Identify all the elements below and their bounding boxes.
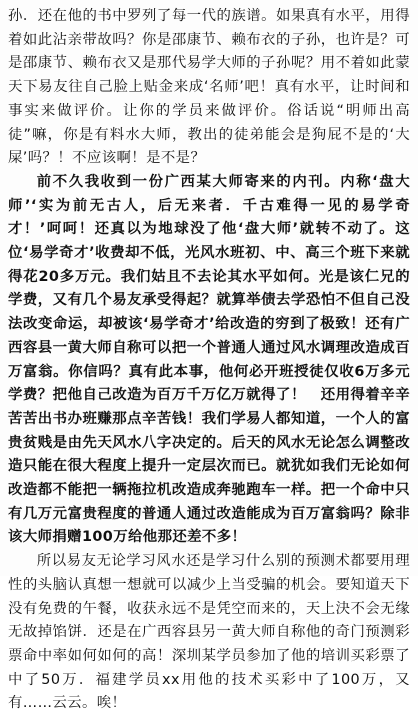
- paragraph-3: 所以易友无论学习风水还是学习什么别的预测术都要用理性的头脑认真想一想就可以减少上当受骗的机会。要知道天下没有免费的午餐，收获永远不是凭空而来的，天上決不会无缘无故掉馅饼．还是在广西容县另一黄大师自称他的奇门预测彩票命中率如何如何的高！深圳某学员参加了他的培训买彩票了中了50万．福建学员xx用他的技术买彩中了100万，又有……云云。唉！: [8, 553, 410, 712]
- paragraph-2: 前不久我收到一份广西某大师寄来的内刊。内称‘盘大师’‘实为前无古人，后无来者．千古难得一见的易学奇才！’呵呵！还真以为地球没了他‘盘大师’就转不动了。这位‘易学奇才’收费却不低，光风水班初、中、高三个班下来就得花20多万元。我们姑且不去论其水平如何。光是该仁兄的学费，又有几个易友承受得起？就算举债去学恐怕不但自己没法改变命运，却被该‘易学奇才’给改造的穷到了极致！还有广西容县一黄大师自称可以把一个普通人通过风水调理改造成百万富翁。你信吗？真有此本事，他何必开班授徒仅收6万多元学费？把他自己改造为百万千万亿万就得了！ 还用得着辛辛苦苦出书办班赚那点辛苦钱！我们学易人都知道，一个人的富贵贫贱是由先天风水八字决定的。后天的风水无论怎么调整改造只能在很大程度上提升一定层次而已。就犹如我们无论如何改造都不能把一辆拖拉机改造成奔驰跑车一样。把一个命中只有几万元富贵程度的普通人通过改造能成为百万富翁吗？除非该大师捐赠100万给他那还差不多！: [8, 173, 410, 546]
- paragraph-1: 孙．还在他的书中罗列了每一代的族谱。如果真有水平，用得着如此沾亲带故吗？你是邵康节、赖布衣的子孙，也许是？可是邵康节、赖布衣又是那代易学大师的子孙呢？用不着如此蒙天下易友往自己脸上贴金来成‘名师’吧！真有水平，让时间和事实来做评价。让你的学员来做评价。俗话说“明师出高徒”嘛，你是有料水大师，教出的徒弟能会是狗屁不是的‘大屎’吗？！不应该啊！是不是？: [8, 8, 410, 167]
